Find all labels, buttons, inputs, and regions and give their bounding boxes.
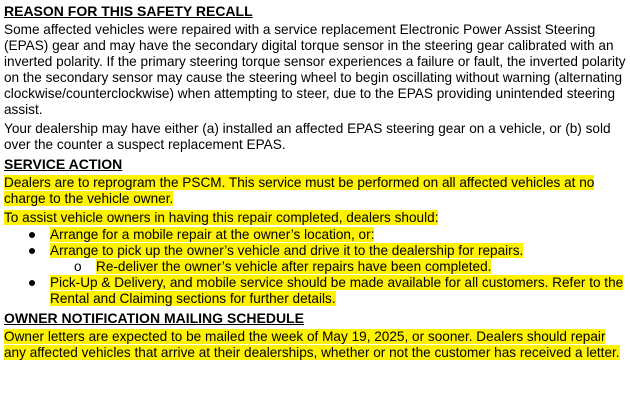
bullet-icon (29, 232, 35, 238)
list-item (4, 243, 626, 259)
highlighted-text: Pick-Up & Delivery, and mobile service should be made available for all customers. Refer to the Rental and Claiming sections for further details. (50, 275, 624, 306)
highlighted-text: Arrange for a mobile repair at the owner’s location, or: (50, 227, 375, 242)
owner-notification-paragraph (4, 329, 626, 361)
reason-paragraph: Some affected vehicles were repaired with a service replacement Electronic Power Assist Steering (EPAS) gear and may have the secondary digital torque sensor in the steering gear calibrated with an inverted polarity. If the primary steering torque sensor experiences a failure or fault, the inverted polarity on the secondary sensor may cause the steering wheel to begin oscillating without warning (alternating clockwise/counterclockwise) when attempting to steer, due to the EPAS providing unintended steering assist. (4, 22, 626, 117)
dealership-paragraph: Your dealership may have either (a) installed an affected EPAS steering gear on a vehicle, or (b) sold over the counter a suspect replacement EPAS. (4, 121, 611, 152)
highlighted-text: Owner letters are expected to be mailed the week of May 19, 2025, or sooner. Dealers should repair any affected vehicles that arrive at their dealerships, whether or not the customer has received a letter. (4, 329, 620, 360)
highlighted-text: Dealers are to reprogram the PSCM. This service must be performed on all affected vehicles at no charge to the vehicle owner. (4, 175, 595, 206)
dealer-actions-list (4, 227, 626, 307)
highlighted-text: Re-deliver the owner’s vehicle after repairs have been completed. (96, 259, 492, 274)
bullet-icon (29, 280, 35, 286)
owner-notification-heading: OWNER NOTIFICATION MAILING SCHEDULE (4, 310, 304, 326)
highlighted-text: To assist vehicle owners in having this repair completed, dealers should: (4, 210, 439, 225)
service-action-intro (4, 210, 626, 226)
list-item (4, 227, 626, 243)
service-action-heading: SERVICE ACTION (4, 156, 123, 172)
highlighted-text: Arrange to pick up the owner’s vehicle and drive it to the dealership for repairs. (50, 243, 524, 258)
service-action-paragraph (4, 175, 626, 207)
circle-bullet-icon: o (74, 259, 82, 274)
sub-list-item (4, 259, 626, 275)
recall-document (4, 3, 626, 364)
bullet-icon (29, 248, 35, 254)
reason-heading: REASON FOR THIS SAFETY RECALL (4, 3, 253, 19)
list-item (4, 275, 626, 307)
